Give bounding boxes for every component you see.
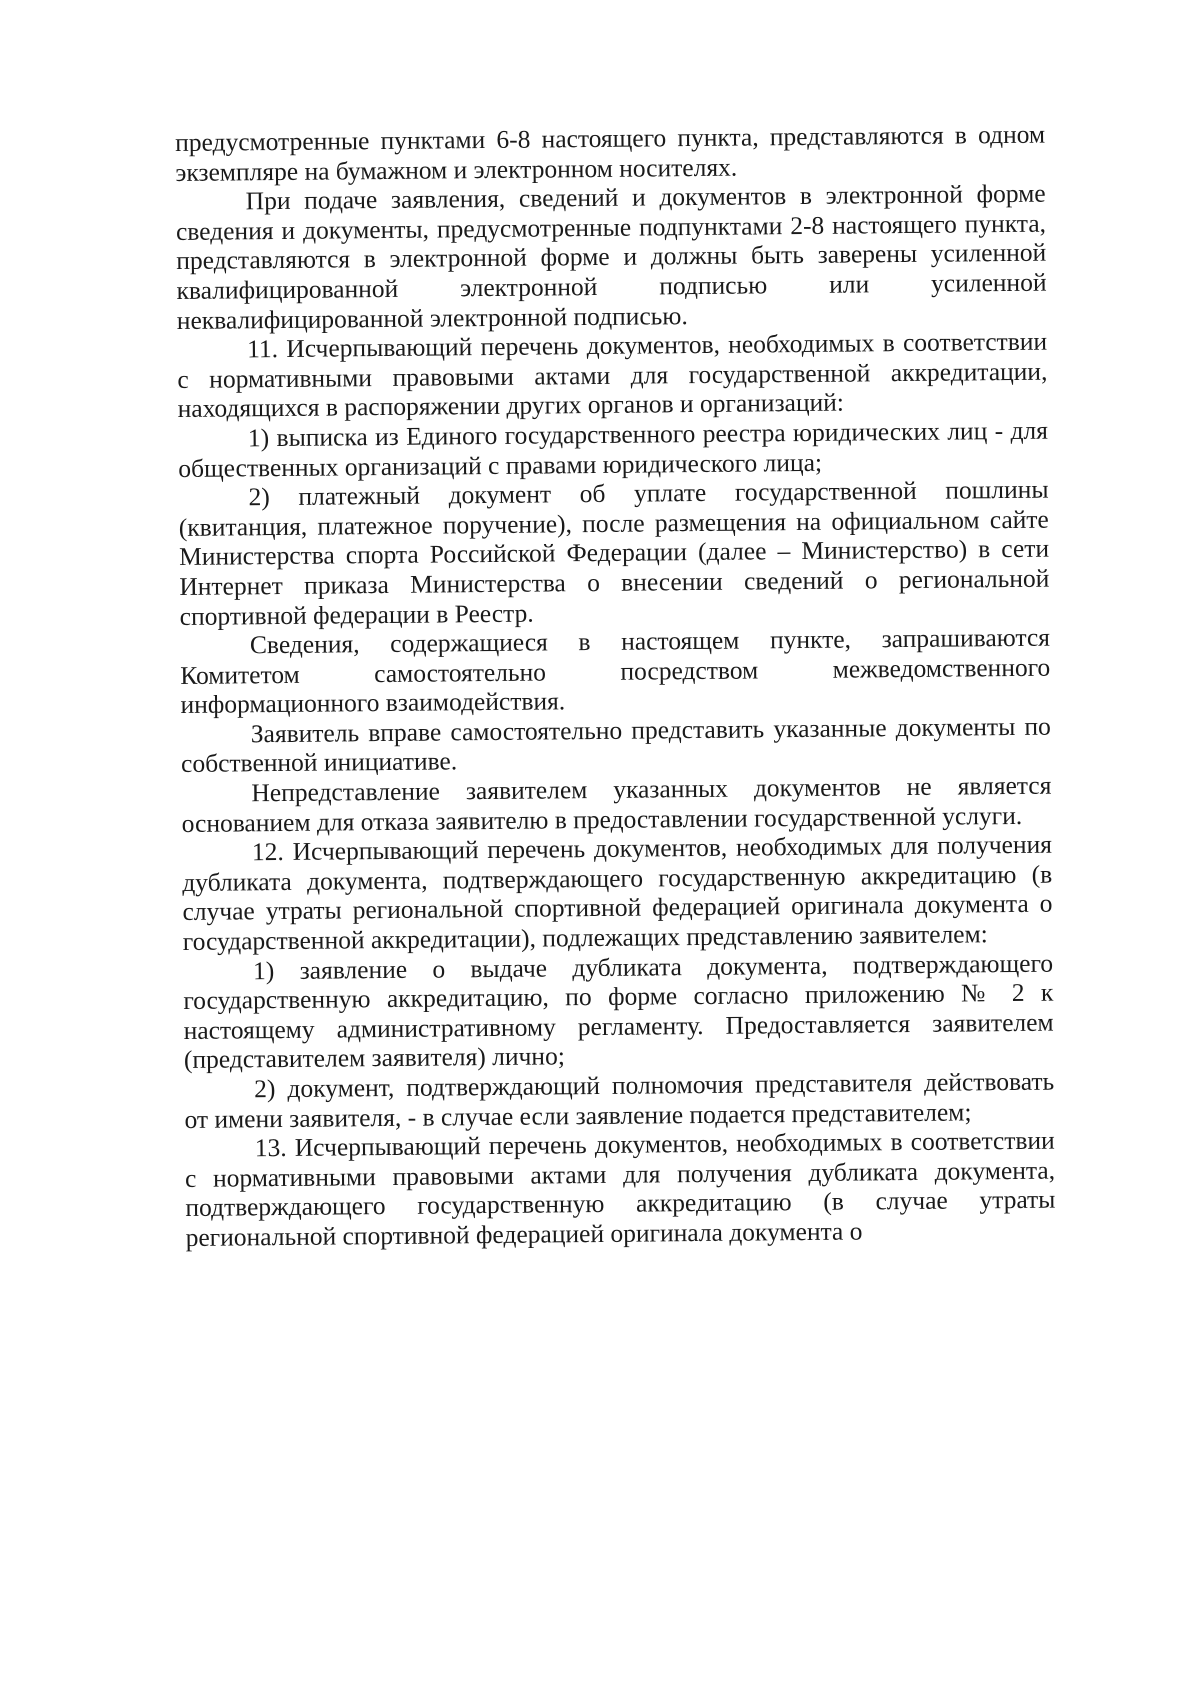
paragraph-continuation: предусмотренные пунктами 6-8 настоящего пункта, представляются в одном экземпляре на бумажном и электронном носителях. bbox=[175, 119, 1046, 187]
paragraph-interagency-request: Сведения, содержащиеся в настоящем пункте, запрашиваются Комитетом самостоятельно посредством межведомственного информационного взаимодействия. bbox=[180, 622, 1051, 720]
paragraph-applicant-right: Заявитель вправе самостоятельно представить указанные документы по собственной инициативе. bbox=[180, 711, 1051, 779]
paragraph-electronic-submission: При подаче заявления, сведений и документов в электронной форме сведения и документы, предусмотренные подпунктами 2-8 настоящего пункта, представляются в электронной форме и должны быть заверены усиленной квалифицированной электронной подписью или усиленной неквалифицированной электронной подписью. bbox=[175, 178, 1047, 335]
paragraph-item-11-sub-2: 2) платежный документ об уплате государственной пошлины (квитанция, платежное поручение), после размещения на официальном сайте Министерства спорта Российской Федерации (далее – Министерство) в сети Интернет приказа Министерства о внесении сведений о региональной спортивной федерации в Реестр. bbox=[178, 474, 1050, 631]
paragraph-item-11: 11. Исчерпывающий перечень документов, необходимых в соответствии с нормативными правовыми актами для государственной аккредитации, находящихся в распоряжении других органов и организаций: bbox=[177, 326, 1048, 424]
paragraph-item-12: 12. Исчерпывающий перечень документов, необходимых для получения дубликата документа, подтверждающего государственную аккредитацию (в случае утраты региональной спортивной федерацией оригинала документа о государственной аккредитации), подлежащих представлению заявителем: bbox=[182, 829, 1053, 956]
paragraph-non-submission: Непредставление заявителем указанных документов не является основанием для отказа заявителю в предоставлении государственной услуги. bbox=[181, 770, 1052, 838]
paragraph-item-12-sub-1: 1) заявление о выдаче дубликата документа, подтверждающего государственную аккредитацию, по форме согласно приложению № 2 к настоящему административному регламенту. Предоставляется заявителем (представителем заявителя) лично; bbox=[183, 948, 1054, 1075]
paragraph-item-13: 13. Исчерпывающий перечень документов, необходимых в соответствии с нормативными правовыми актами для получения дубликата документа, подтверждающего государственную аккредитацию (в случае утраты региональной спортивной федерацией оригинала документа о bbox=[184, 1125, 1056, 1252]
paragraph-item-12-sub-2: 2) документ, подтверждающий полномочия представителя действовать от имени заявителя, - в случае если заявление подается представителем; bbox=[184, 1066, 1055, 1134]
paragraph-item-11-sub-1: 1) выписка из Единого государственного реестра юридических лиц - для общественных организаций с правами юридического лица; bbox=[178, 415, 1049, 483]
document-body bbox=[175, 120, 1056, 1253]
